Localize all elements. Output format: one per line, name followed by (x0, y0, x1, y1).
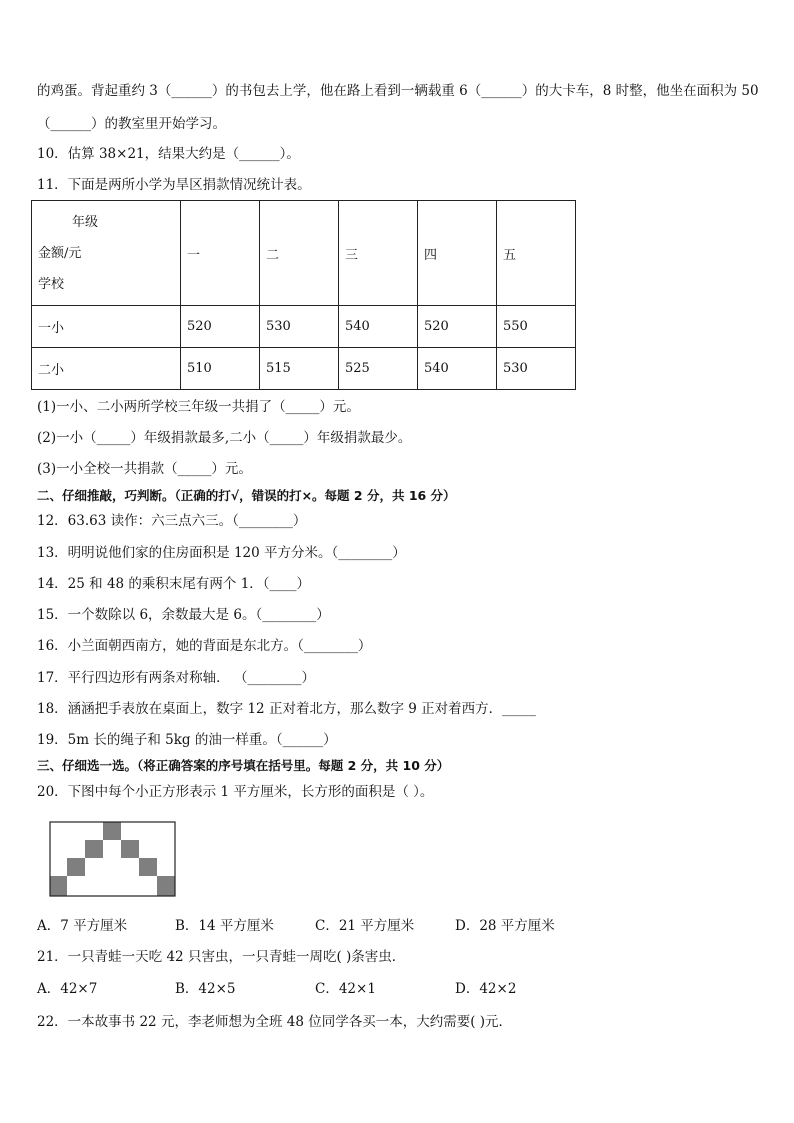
question-11: 11．下面是两所小学为旱区捐款情况统计表。 (37, 177, 311, 193)
grade-header: 一 (181, 201, 260, 306)
option-b[interactable]: B．42×5 (175, 981, 236, 997)
amount-cell: 550 (497, 306, 576, 348)
question-17: 17．平行四边形有两条对称轴． （________） (37, 670, 315, 686)
question-14: 14．25 和 48 的乘积末尾有两个 1．（____） (37, 576, 311, 592)
grade-header: 四 (418, 201, 497, 306)
corner-amount-label: 金额/元 (38, 245, 82, 261)
question-22: 22．一本故事书 22 元，李老师想为全班 48 位同学各买一本，大约需要( )元． (37, 1014, 513, 1030)
option-b[interactable]: B．14 平方厘米 (175, 918, 274, 934)
q9-continued-line2: （______）的教室里开始学习。 (37, 116, 226, 132)
grid-square (67, 858, 85, 876)
grid-square (121, 840, 139, 858)
amount-cell: 540 (339, 306, 418, 348)
amount-cell: 530 (497, 348, 576, 390)
option-c[interactable]: C．21 平方厘米 (315, 918, 415, 934)
amount-cell: 520 (418, 306, 497, 348)
option-d[interactable]: D．42×2 (455, 981, 517, 997)
grid-square (157, 876, 175, 896)
table-corner-header (32, 201, 181, 306)
corner-school-label: 学校 (38, 276, 65, 292)
option-a[interactable]: A．42×7 (37, 981, 98, 997)
question-21-options (37, 980, 516, 998)
table-row (32, 306, 576, 348)
question-20-options (37, 917, 555, 935)
question-11-part-1: (1)一小、二小两所学校三年级一共捐了（_____）元。 (37, 399, 360, 415)
grid-square (103, 822, 121, 840)
school-name: 二小 (32, 348, 181, 390)
grid-square (50, 876, 67, 896)
grid-squares (50, 822, 175, 896)
amount-cell: 530 (260, 306, 339, 348)
option-a[interactable]: A．7 平方厘米 (37, 918, 128, 934)
question-20: 20．下图中每个小正方形表示 1 平方厘米，长方形的面积是（ ）。 (37, 784, 434, 800)
amount-cell: 540 (418, 348, 497, 390)
donation-table (31, 200, 576, 390)
question-11-part-2: (2)一小（_____）年级捐款最多,二小（_____）年级捐款最少。 (37, 430, 412, 446)
corner-grade-label: 年级 (72, 214, 99, 230)
amount-cell: 515 (260, 348, 339, 390)
grid-square (139, 858, 157, 876)
option-d[interactable]: D．28 平方厘米 (455, 918, 555, 934)
school-name: 一小 (32, 306, 181, 348)
grade-header: 五 (497, 201, 576, 306)
question-16: 16．小兰面朝西南方，她的背面是东北方。（________） (37, 638, 372, 654)
grade-header: 三 (339, 201, 418, 306)
section-2-heading: 二、仔细推敲，巧判断。（正确的打√，错误的打×。每题 2 分，共 16 分） (37, 488, 456, 503)
question-15: 15．一个数除以 6，余数最大是 6。（________） (37, 607, 330, 623)
question-18: 18．涵涵把手表放在桌面上，数字 12 正对着北方，那么数字 9 正对着西方．_____ (37, 701, 536, 717)
question-12: 12．63.63 读作：六三点六三。（________） (37, 513, 307, 529)
section-3-heading: 三、仔细选一选。（将正确答案的序号填在括号里。每题 2 分，共 10 分） (37, 758, 450, 773)
amount-cell: 520 (181, 306, 260, 348)
question-13: 13．明明说他们家的住房面积是 120 平方分米。（________） (37, 545, 406, 561)
q9-continued-line1: 的鸡蛋。背起重约 3（______）的书包去上学，他在路上看到一辆载重 6（______）的大卡车，8 时整，他坐在面积为 50 (37, 83, 759, 99)
table-row (32, 348, 576, 390)
question-21: 21．一只青蛙一天吃 42 只害虫，一只青蛙一周吃( )条害虫． (37, 949, 406, 965)
option-c[interactable]: C．42×1 (315, 981, 376, 997)
question-10: 10．估算 38×21，结果大约是（______）。 (37, 146, 300, 162)
question-19: 19．5m 长的绳子和 5kg 的油一样重。（______） (37, 732, 337, 748)
question-11-part-3: (3)一小全校一共捐款（_____）元。 (37, 461, 252, 477)
staircase-square-figure (49, 821, 177, 897)
amount-cell: 510 (181, 348, 260, 390)
amount-cell: 525 (339, 348, 418, 390)
grid-square (85, 840, 103, 858)
grade-header: 二 (260, 201, 339, 306)
